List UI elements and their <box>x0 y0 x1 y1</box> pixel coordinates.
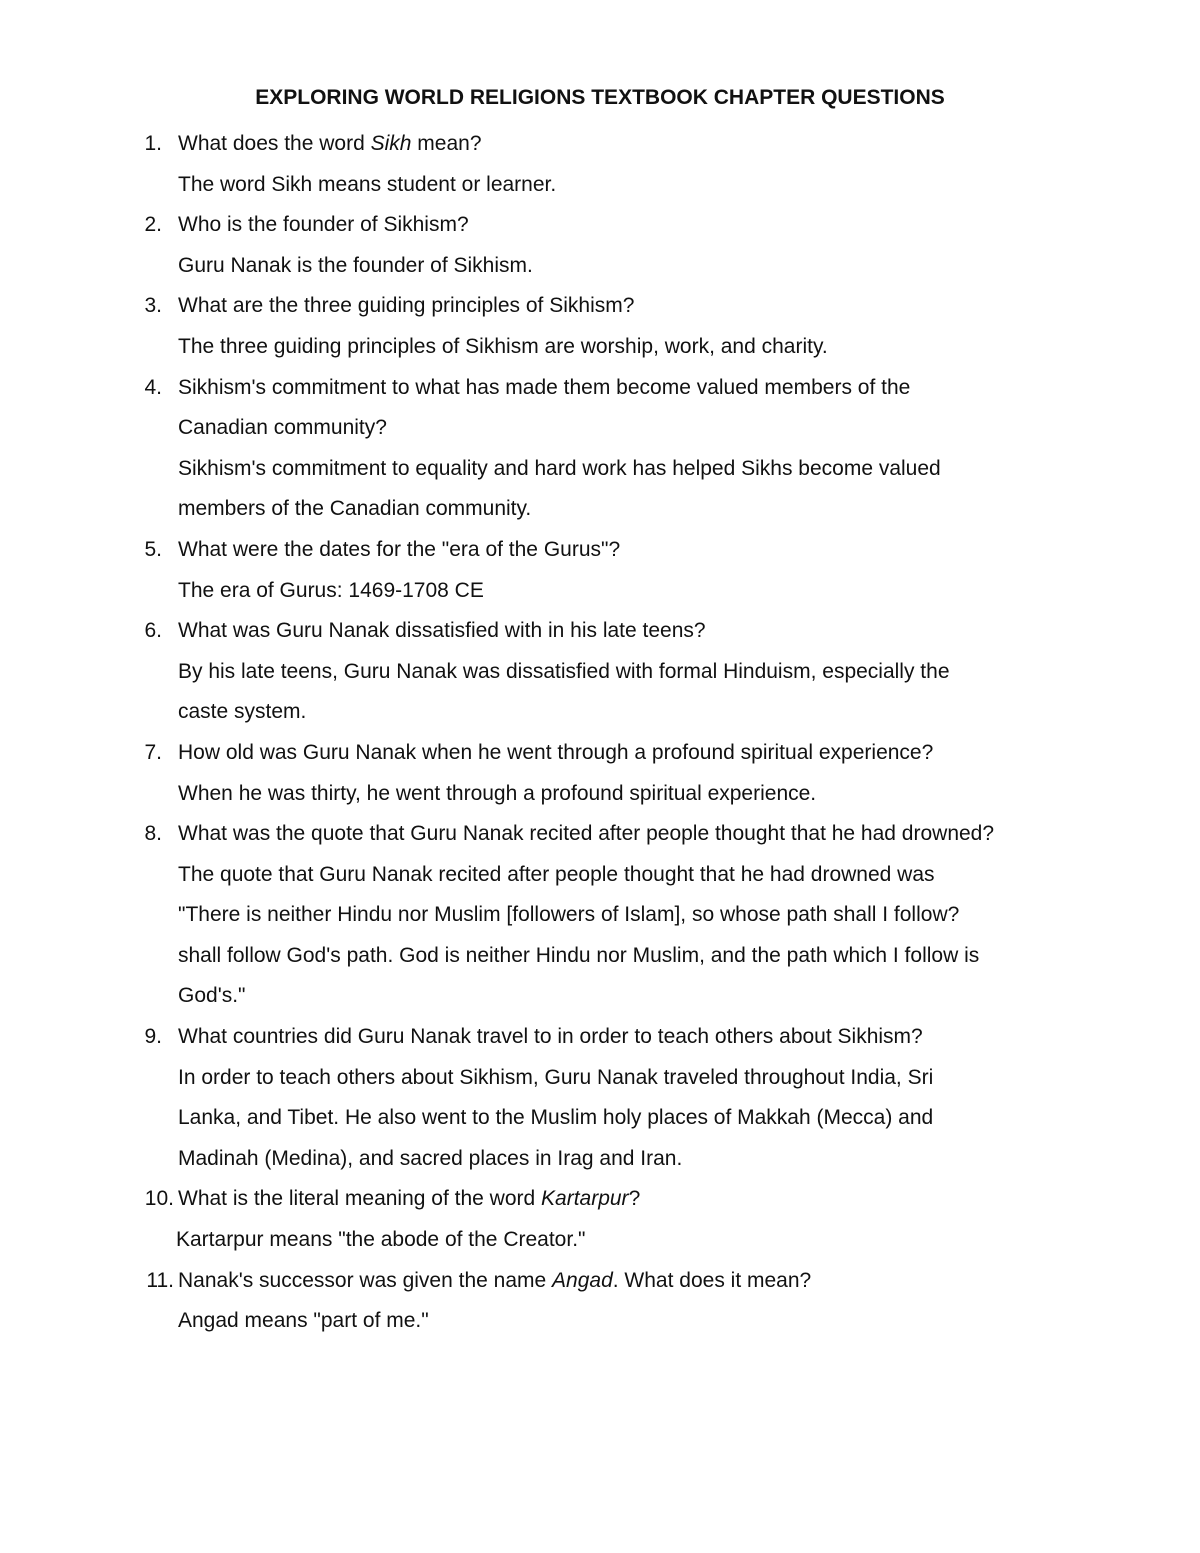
question-text: Canadian community? <box>178 416 387 440</box>
question-number: 6. <box>144 619 162 643</box>
question-number: 9. <box>144 1025 162 1049</box>
question-number: 8. <box>144 822 162 846</box>
question-text: What were the dates for the "era of the Gurus"? <box>178 537 621 561</box>
question-item-3 <box>0 286 1200 367</box>
question-text: Sikhism's commitment to what has made them become valued members of the <box>178 375 911 399</box>
question-text: What does the word Sikh mean? <box>178 132 482 155</box>
question-number: 5. <box>144 537 162 561</box>
question-text: What are the three guiding principles of Sikhism? <box>178 294 635 318</box>
document-title: EXPLORING WORLD RELIGIONS TEXTBOOK CHAPTER QUESTIONS <box>255 86 945 109</box>
answer-text: The word Sikh means student or learner. <box>178 172 557 196</box>
question-item-2 <box>0 205 1200 286</box>
answer-text: members of the Canadian community. <box>178 497 532 521</box>
question-item-6 <box>0 611 1200 733</box>
question-text: How old was Guru Nanak when he went through a profound spiritual experience? <box>178 740 934 764</box>
answer-text: God's." <box>178 984 246 1008</box>
question-item-9 <box>0 1017 1200 1179</box>
question-item-1 <box>0 124 1200 205</box>
answer-text: Sikhism's commitment to equality and hard work has helped Sikhs become valued <box>178 456 941 480</box>
answer-text: Kartarpur means "the abode of the Creator." <box>176 1228 586 1252</box>
answer-text: The quote that Guru Nanak recited after people thought that he had drowned was <box>178 862 935 886</box>
answer-text: shall follow God's path. God is neither Hindu nor Muslim, and the path which I follow is <box>178 943 980 967</box>
answer-text: In order to teach others about Sikhism, Guru Nanak traveled throughout India, Sri <box>178 1065 934 1089</box>
question-list <box>0 124 1200 1342</box>
question-text: Nanak's successor was given the name Angad. What does it mean? <box>178 1268 812 1292</box>
question-number: 4. <box>144 375 162 399</box>
question-number: 10. <box>144 1187 174 1211</box>
italic-term: Angad <box>552 1268 613 1292</box>
question-item-11 <box>0 1261 1200 1342</box>
answer-text: The three guiding principles of Sikhism are worship, work, and charity. <box>178 334 828 358</box>
answer-text: Guru Nanak is the founder of Sikhism. <box>178 253 533 277</box>
question-item-10 <box>0 1179 1200 1260</box>
question-item-4 <box>0 368 1200 530</box>
answer-text: Angad means "part of me." <box>178 1309 429 1333</box>
question-number: 1. <box>144 132 162 155</box>
question-text: What was Guru Nanak dissatisfied with in his late teens? <box>178 619 706 643</box>
question-number: 2. <box>144 213 162 237</box>
answer-text: "There is neither Hindu nor Muslim [followers of Islam], so whose path shall I follow? <box>178 903 960 927</box>
answer-text: When he was thirty, he went through a profound spiritual experience. <box>178 781 817 805</box>
answer-text: Madinah (Medina), and sacred places in Irag and Iran. <box>178 1146 683 1170</box>
italic-term: Sikh <box>370 132 412 155</box>
question-text: Who is the founder of Sikhism? <box>178 213 469 237</box>
italic-term: Kartarpur <box>541 1187 629 1211</box>
question-item-5 <box>0 530 1200 611</box>
answer-text: The era of Gurus: 1469-1708 CE <box>178 578 484 602</box>
question-item-8 <box>0 814 1200 1017</box>
question-item-7 <box>0 733 1200 814</box>
question-text: What is the literal meaning of the word Kartarpur? <box>178 1187 641 1211</box>
question-number: 7. <box>144 740 162 764</box>
answer-text: By his late teens, Guru Nanak was dissatisfied with formal Hinduism, especially the <box>178 659 950 683</box>
question-number: 3. <box>144 294 162 318</box>
question-text: What countries did Guru Nanak travel to in order to teach others about Sikhism? <box>178 1025 923 1049</box>
answer-text: Lanka, and Tibet. He also went to the Muslim holy places of Makkah (Mecca) and <box>178 1106 934 1130</box>
question-text: What was the quote that Guru Nanak recited after people thought that he had drowned? <box>178 822 995 846</box>
answer-text: caste system. <box>178 700 307 724</box>
question-number: 11. <box>146 1268 174 1292</box>
